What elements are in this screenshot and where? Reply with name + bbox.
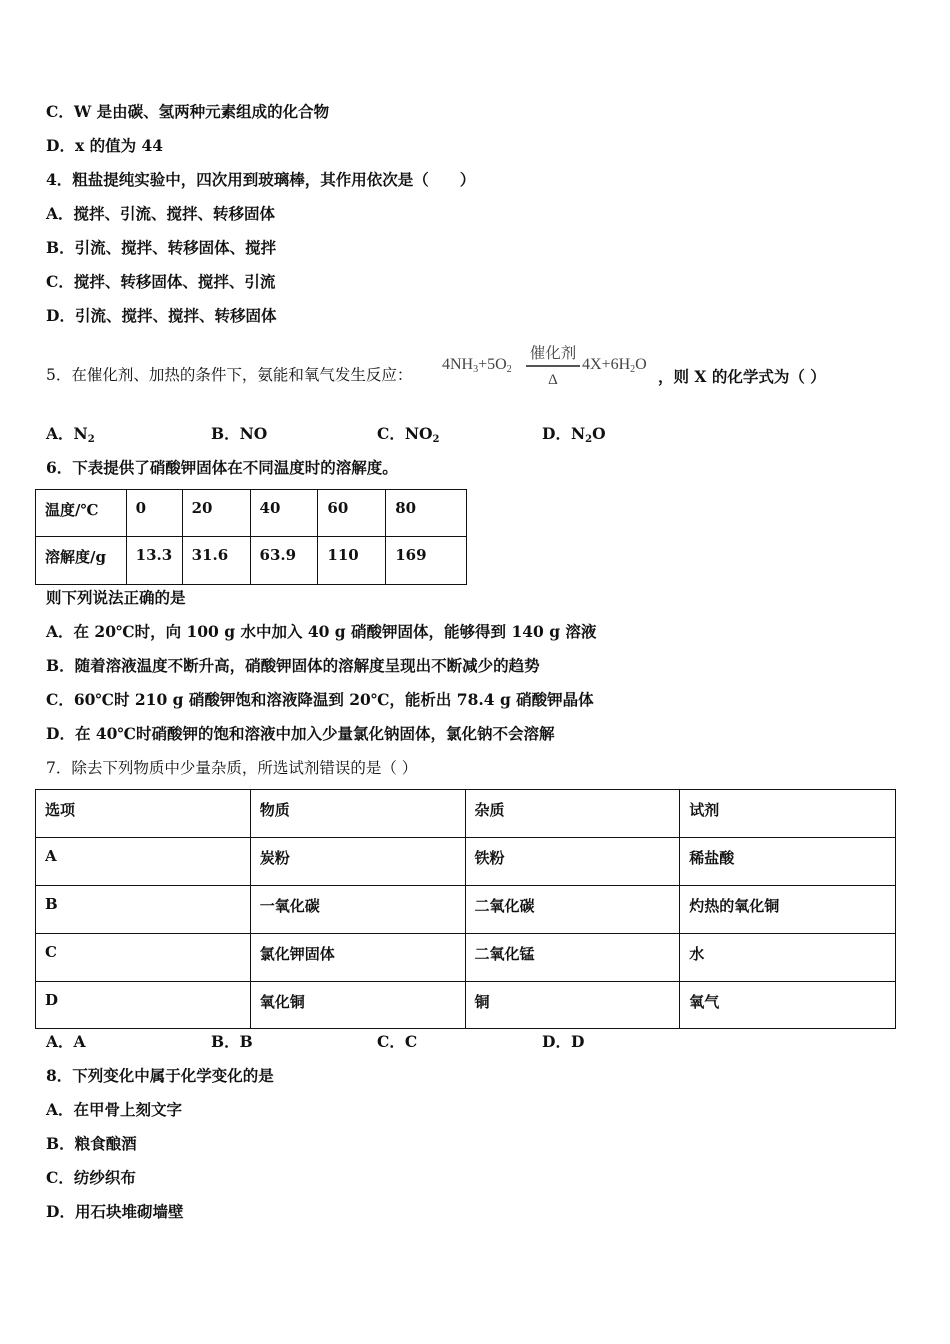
- table-cell: 温度/℃: [36, 490, 127, 537]
- table-cell: 169: [386, 537, 467, 585]
- q3-option-c: C．W 是由碳、氢两种元素组成的化合物: [46, 102, 330, 121]
- table-cell: 40: [250, 490, 318, 537]
- table-cell: 13.3: [126, 537, 182, 585]
- table-cell: B: [36, 886, 251, 934]
- table-cell: 110: [318, 537, 386, 585]
- q6-option-c: C．60℃时 210 g 硝酸钾饱和溶液降温到 20℃，能析出 78.4 g 硝酸钾晶体: [46, 690, 594, 709]
- solubility-table: [35, 489, 467, 585]
- table-header-cell: 试剂: [680, 790, 896, 838]
- reaction-arrow-line: [526, 365, 580, 367]
- table-cell: 63.9: [250, 537, 318, 585]
- equation-reactants: $4NH_3+5O_2$: [442, 356, 512, 375]
- table-cell: 灼热的氧化铜: [680, 886, 896, 934]
- table-cell: 铁粉: [465, 838, 680, 886]
- q5-stem-tail: ，则 X 的化学式为（ ）: [658, 367, 826, 386]
- table-cell: 20: [182, 490, 250, 537]
- equation-products: $4X+6H_2O$: [582, 356, 647, 375]
- table-cell: 炭粉: [250, 838, 465, 886]
- table-row: [36, 490, 467, 537]
- table-header-cell: 物质: [250, 790, 465, 838]
- table-cell: A: [36, 838, 251, 886]
- table-cell: 水: [680, 934, 896, 982]
- table-row: [36, 886, 896, 934]
- q5-option-a: A．$N_2$: [46, 424, 95, 445]
- q4-option-c: C．搅拌、转移固体、搅拌、引流: [46, 272, 276, 291]
- q5-option-c: C．$NO_2$: [377, 424, 440, 445]
- table-cell: 稀盐酸: [680, 838, 896, 886]
- table-cell: 氧化铜: [250, 982, 465, 1029]
- table-row: [36, 790, 896, 838]
- q8-option-a: A．在甲骨上刻文字: [46, 1100, 183, 1119]
- table-cell: 0: [126, 490, 182, 537]
- catalyst-label: 催化剂: [529, 345, 577, 362]
- q4-option-d: D．引流、搅拌、搅拌、转移固体: [46, 306, 277, 325]
- q6-lead: 则下列说法正确的是: [46, 588, 186, 607]
- q7-stem: 7．除去下列物质中少量杂质，所选试剂错误的是（ ）: [46, 759, 418, 777]
- table-cell: C: [36, 934, 251, 982]
- table-row: [36, 982, 896, 1029]
- reaction-condition: [526, 341, 580, 389]
- q6-stem: 6．下表提供了硝酸钾固体在不同温度时的溶解度。: [46, 458, 398, 477]
- table-cell: 溶解度/g: [36, 537, 127, 585]
- q6-option-d: D．在 40℃时硝酸钾的饱和溶液中加入少量氯化钠固体，氯化钠不会溶解: [46, 724, 555, 743]
- q7-option-a: A．A: [46, 1032, 86, 1051]
- table-row: [36, 537, 467, 585]
- q8-option-b: B．粮食酿酒: [46, 1134, 137, 1153]
- table-cell: 铜: [465, 982, 680, 1029]
- q4-stem: 4．粗盐提纯实验中，四次用到玻璃棒，其作用依次是（ ）: [46, 170, 476, 189]
- q5-option-b: B．NO: [211, 424, 268, 443]
- q6-option-a: A．在 20℃时，向 100 g 水中加入 40 g 硝酸钾固体，能够得到 140 g 溶液: [46, 622, 597, 641]
- q7-option-b: B．B: [211, 1032, 253, 1051]
- q7-option-d: D．D: [542, 1032, 585, 1051]
- table-cell: 80: [386, 490, 467, 537]
- table-row: [36, 838, 896, 886]
- q5-stem: 5．在催化剂、加热的条件下，氨能和氧气发生反应：: [46, 366, 413, 384]
- table-cell: 氯化钾固体: [250, 934, 465, 982]
- table-cell: 一氧化碳: [250, 886, 465, 934]
- q6-option-b: B．随着溶液温度不断升高，硝酸钾固体的溶解度呈现出不断减少的趋势: [46, 656, 540, 675]
- heat-symbol: Δ: [548, 371, 558, 388]
- q4-option-b: B．引流、搅拌、转移固体、搅拌: [46, 238, 277, 257]
- q4-option-a: A．搅拌、引流、搅拌、转移固体: [46, 204, 276, 223]
- q7-option-c: C．C: [377, 1032, 418, 1051]
- table-cell: 二氧化锰: [465, 934, 680, 982]
- q8-stem: 8．下列变化中属于化学变化的是: [46, 1066, 274, 1085]
- q8-option-c: C．纺纱织布: [46, 1168, 136, 1187]
- table-header-cell: 选项: [36, 790, 251, 838]
- table-cell: D: [36, 982, 251, 1029]
- table-row: [36, 934, 896, 982]
- table-cell: 60: [318, 490, 386, 537]
- q5-option-d: D．$N_2O$: [542, 424, 606, 445]
- q3-option-d: D．x 的值为 44: [46, 136, 164, 155]
- table-cell: 二氧化碳: [465, 886, 680, 934]
- q8-option-d: D．用石块堆砌墙壁: [46, 1202, 184, 1221]
- impurity-table: [35, 789, 896, 1029]
- table-header-cell: 杂质: [465, 790, 680, 838]
- table-cell: 氧气: [680, 982, 896, 1029]
- table-cell: 31.6: [182, 537, 250, 585]
